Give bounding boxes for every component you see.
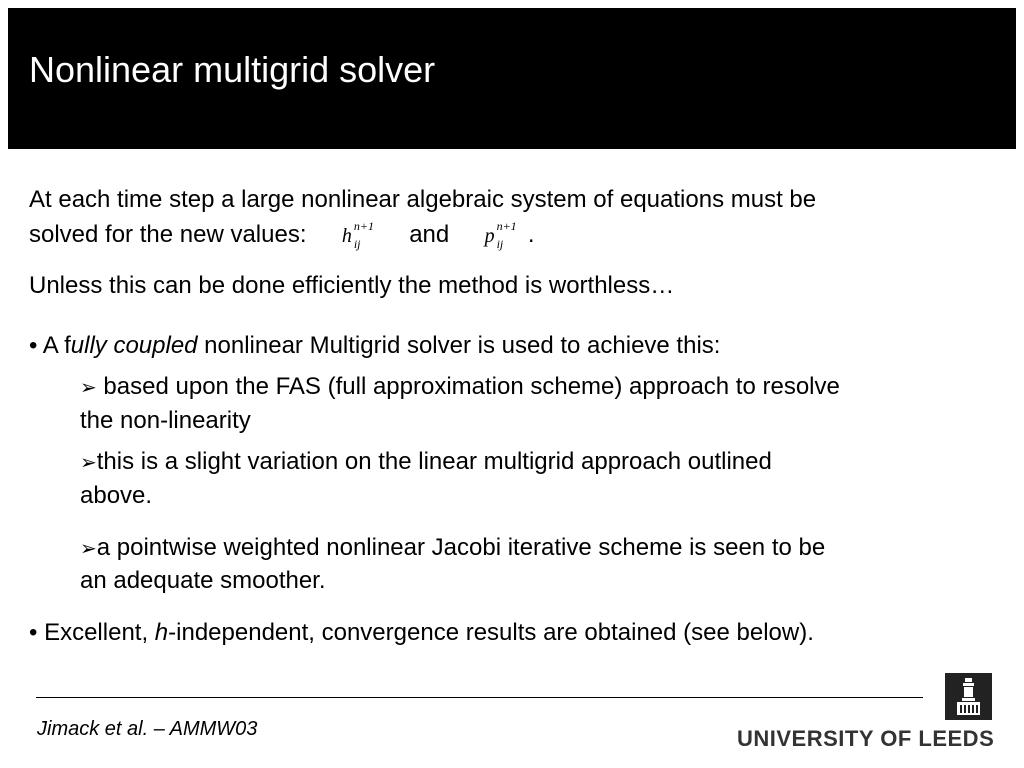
sub-bullet-1-line-1 bbox=[80, 373, 840, 402]
paragraph-1-and: and bbox=[409, 221, 450, 248]
sub-bullet-2-line-2: above. bbox=[80, 482, 153, 509]
sub-bullet-3-line-1 bbox=[80, 534, 825, 563]
math-p-variable bbox=[484, 219, 517, 251]
footer-citation: Jimack et al. – AMMW03 bbox=[37, 718, 258, 740]
paragraph-1-end: . bbox=[527, 221, 535, 248]
math-h-subscript: ij bbox=[353, 237, 361, 251]
math-h-variable bbox=[341, 219, 374, 251]
math-p-subscript: ij bbox=[496, 237, 504, 251]
arrow-bullet-icon: ➢ bbox=[80, 538, 97, 560]
paragraph-2: Unless this can be done efficiently the method is worthless… bbox=[29, 272, 675, 299]
sub-bullet-3-line-2: an adequate smoother. bbox=[80, 567, 326, 594]
bullet-2-italic: h bbox=[154, 619, 169, 646]
bullet-1 bbox=[29, 332, 720, 360]
sub-bullet-2-text: this is a slight variation on the linear multigrid approach outlined bbox=[96, 448, 772, 475]
math-p-base: p bbox=[484, 225, 495, 247]
bullet-1-prefix: • A f bbox=[29, 332, 71, 359]
bullet-2 bbox=[29, 619, 814, 647]
arrow-bullet-icon: ➢ bbox=[80, 452, 97, 474]
slide-title: Nonlinear multigrid solver bbox=[29, 49, 436, 90]
bullet-2-prefix: • Excellent, bbox=[29, 619, 155, 646]
sub-bullet-3-text: a pointwise weighted nonlinear Jacobi iterative scheme is seen to be bbox=[96, 534, 826, 561]
paragraph-1-prefix: solved for the new values: bbox=[29, 221, 307, 248]
math-h-superscript: n+1 bbox=[353, 219, 374, 233]
university-tower-icon bbox=[945, 673, 992, 720]
bullet-1-italic: ully coupled bbox=[70, 332, 198, 359]
footer-divider bbox=[36, 697, 923, 698]
bullet-2-suffix: -independent, convergence results are obtained (see below). bbox=[168, 619, 814, 646]
bullet-1-suffix: nonlinear Multigrid solver is used to achieve this: bbox=[197, 332, 721, 359]
sub-bullet-1-line-2: the non-linearity bbox=[80, 407, 251, 434]
paragraph-1-line-1: At each time step a large nonlinear algebraic system of equations must be bbox=[29, 186, 817, 213]
paragraph-1-line-2 bbox=[29, 221, 535, 250]
university-logo-text: UNIVERSITY OF LEEDS bbox=[737, 726, 995, 751]
math-h-base: h bbox=[341, 225, 352, 247]
sub-bullet-2-line-1 bbox=[80, 448, 772, 477]
math-p-superscript: n+1 bbox=[496, 219, 517, 233]
sub-bullet-1-text: based upon the FAS (full approximation scheme) approach to resolve bbox=[96, 373, 840, 400]
arrow-bullet-icon: ➢ bbox=[80, 377, 97, 399]
